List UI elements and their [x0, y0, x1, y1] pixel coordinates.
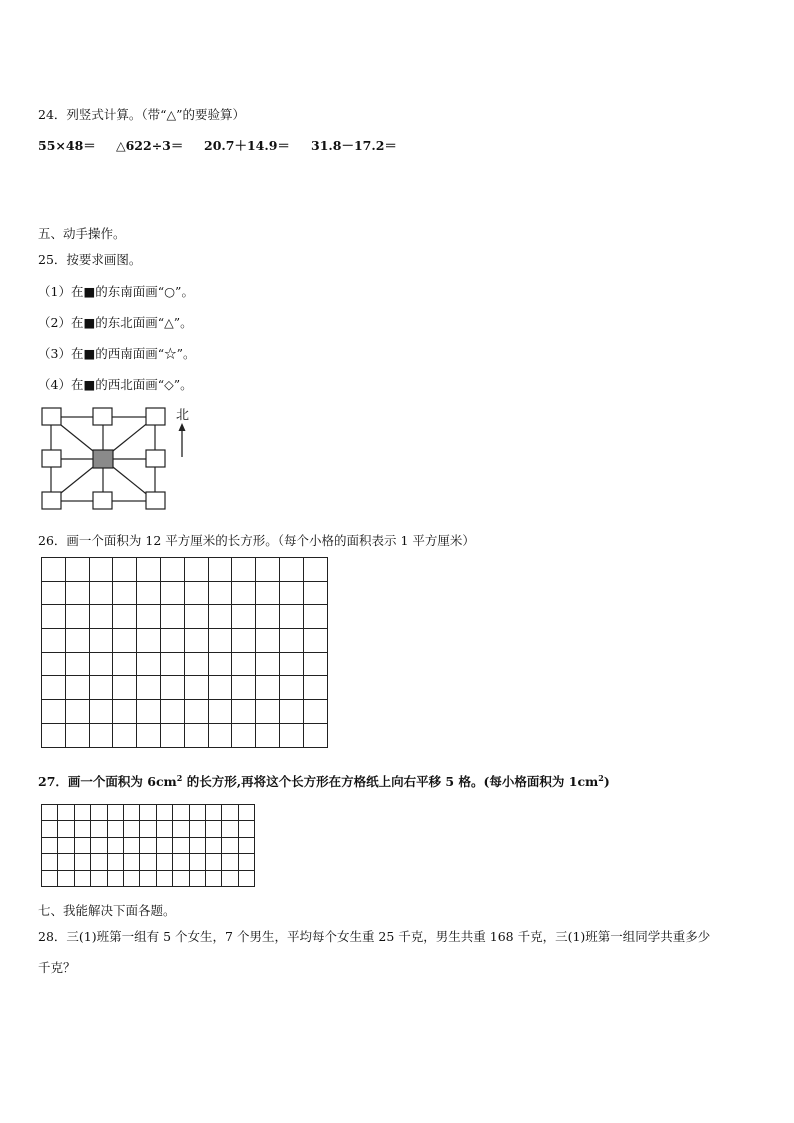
q24-calc-1: 55×48＝	[38, 138, 96, 153]
grid-cell[interactable]	[232, 581, 256, 605]
grid-cell[interactable]	[123, 821, 139, 837]
grid-cell[interactable]	[137, 605, 161, 629]
grid-cell[interactable]	[65, 723, 89, 747]
grid-cell[interactable]	[65, 700, 89, 724]
grid-row	[42, 558, 328, 582]
grid-cell[interactable]	[107, 837, 123, 853]
grid-cell[interactable]	[208, 652, 232, 676]
grid-cell[interactable]	[123, 854, 139, 870]
grid-cell[interactable]	[189, 854, 205, 870]
grid-cell[interactable]	[113, 629, 137, 653]
grid-cell[interactable]	[89, 558, 113, 582]
grid-cell[interactable]	[173, 805, 189, 821]
q28-line2: 千克？	[38, 960, 76, 975]
grid-cell[interactable]	[160, 605, 184, 629]
grid-cell[interactable]	[89, 629, 113, 653]
grid-cell[interactable]	[238, 837, 254, 853]
grid-cell[interactable]	[238, 821, 254, 837]
grid-cell[interactable]	[140, 821, 156, 837]
grid-cell[interactable]	[256, 629, 280, 653]
grid-cell[interactable]	[160, 723, 184, 747]
grid-cell[interactable]	[279, 676, 303, 700]
grid-cell[interactable]	[256, 558, 280, 582]
grid-row	[42, 837, 255, 853]
box-e	[146, 450, 165, 467]
grid-cell[interactable]	[208, 700, 232, 724]
q26-title: 26．画一个面积为 12 平方厘米的长方形。（每个小格的面积表示 1 平方厘米）	[38, 533, 475, 548]
center-box	[93, 450, 113, 468]
grid-cell[interactable]	[58, 854, 74, 870]
grid-cell[interactable]	[58, 805, 74, 821]
grid-cell[interactable]	[107, 805, 123, 821]
grid-cell[interactable]	[89, 723, 113, 747]
box-sw	[42, 492, 61, 509]
grid-cell[interactable]	[303, 676, 327, 700]
grid-cell[interactable]	[42, 605, 66, 629]
grid-cell[interactable]	[232, 676, 256, 700]
grid-cell[interactable]	[42, 805, 58, 821]
q27-sup-1: 2	[176, 772, 183, 783]
grid-cell[interactable]	[137, 581, 161, 605]
grid-cell[interactable]	[256, 605, 280, 629]
grid-cell[interactable]	[205, 805, 221, 821]
q24-calc-3: 20.7＋14.9＝	[204, 138, 290, 153]
grid-cell[interactable]	[42, 723, 66, 747]
grid-cell[interactable]	[123, 837, 139, 853]
grid-cell[interactable]	[123, 805, 139, 821]
grid-cell[interactable]	[279, 652, 303, 676]
grid-cell[interactable]	[173, 854, 189, 870]
grid-cell[interactable]	[74, 821, 90, 837]
grid-row	[42, 805, 255, 821]
grid-cell[interactable]	[42, 854, 58, 870]
grid-cell[interactable]	[184, 723, 208, 747]
grid-cell[interactable]	[238, 870, 254, 886]
direction-diagram	[36, 403, 196, 513]
grid-cell[interactable]	[184, 581, 208, 605]
grid-cell[interactable]	[42, 700, 66, 724]
grid-cell[interactable]	[256, 723, 280, 747]
grid-cell[interactable]	[208, 558, 232, 582]
grid-cell[interactable]	[91, 821, 107, 837]
grid-cell[interactable]	[74, 805, 90, 821]
grid-cell[interactable]	[89, 700, 113, 724]
grid-cell[interactable]	[89, 581, 113, 605]
grid-cell[interactable]	[58, 821, 74, 837]
grid-cell[interactable]	[208, 723, 232, 747]
grid-cell[interactable]	[107, 821, 123, 837]
grid-cell[interactable]	[189, 821, 205, 837]
grid-cell[interactable]	[89, 652, 113, 676]
grid-cell[interactable]	[137, 700, 161, 724]
grid-cell[interactable]	[279, 605, 303, 629]
grid-cell[interactable]	[89, 676, 113, 700]
box-nw	[42, 408, 61, 425]
grid-cell[interactable]	[74, 837, 90, 853]
grid-cell[interactable]	[156, 821, 172, 837]
grid-cell[interactable]	[303, 700, 327, 724]
grid-cell[interactable]	[65, 558, 89, 582]
grid-cell[interactable]	[205, 854, 221, 870]
grid-cell[interactable]	[256, 581, 280, 605]
q27-title-part1: 27．画一个面积为 6cm	[38, 774, 177, 789]
grid-cell[interactable]	[58, 870, 74, 886]
grid-cell[interactable]	[58, 837, 74, 853]
grid-cell[interactable]	[140, 870, 156, 886]
grid-cell[interactable]	[107, 870, 123, 886]
grid-cell[interactable]	[279, 581, 303, 605]
grid-cell[interactable]	[303, 605, 327, 629]
q27-grid[interactable]	[41, 804, 255, 887]
grid-cell[interactable]	[184, 558, 208, 582]
grid-cell[interactable]	[123, 870, 139, 886]
grid-cell[interactable]	[113, 676, 137, 700]
grid-cell[interactable]	[173, 821, 189, 837]
grid-cell[interactable]	[160, 676, 184, 700]
grid-cell[interactable]	[89, 605, 113, 629]
grid-cell[interactable]	[137, 629, 161, 653]
grid-cell[interactable]	[113, 652, 137, 676]
q27-title-part2: 的长方形,再将这个长方形在方格纸上向右平移 5 格。(每小格面积为 1cm	[182, 774, 599, 789]
grid-cell[interactable]	[189, 870, 205, 886]
grid-cell[interactable]	[256, 700, 280, 724]
grid-cell[interactable]	[279, 723, 303, 747]
grid-cell[interactable]	[113, 723, 137, 747]
grid-cell[interactable]	[137, 558, 161, 582]
grid-cell[interactable]	[42, 837, 58, 853]
grid-cell[interactable]	[42, 652, 66, 676]
grid-cell[interactable]	[232, 700, 256, 724]
grid-cell[interactable]	[137, 723, 161, 747]
box-se	[146, 492, 165, 509]
grid-row	[42, 629, 328, 653]
grid-cell[interactable]	[42, 558, 66, 582]
q28-line1: 28．三(1)班第一组有 5 个女生，7 个男生，平均每个女生重 25 千克，男生共重 168 千克，三(1)班第一组同学共重多少	[38, 929, 711, 944]
grid-cell[interactable]	[232, 558, 256, 582]
grid-cell[interactable]	[208, 581, 232, 605]
q24-calc-2: △622÷3＝	[116, 138, 184, 153]
q25-item-3: （3）在■的西南面画“☆”。	[38, 346, 196, 361]
grid-cell[interactable]	[156, 870, 172, 886]
north-arrow-icon	[179, 423, 186, 431]
box-ne	[146, 408, 165, 425]
grid-cell[interactable]	[279, 700, 303, 724]
grid-cell[interactable]	[91, 805, 107, 821]
grid-cell[interactable]	[184, 652, 208, 676]
grid-cell[interactable]	[156, 854, 172, 870]
grid-row	[42, 605, 328, 629]
grid-row	[42, 700, 328, 724]
grid-cell[interactable]	[160, 652, 184, 676]
grid-cell[interactable]	[42, 821, 58, 837]
grid-cell[interactable]	[222, 805, 238, 821]
grid-cell[interactable]	[65, 629, 89, 653]
grid-cell[interactable]	[222, 837, 238, 853]
grid-cell[interactable]	[189, 805, 205, 821]
grid-cell[interactable]	[42, 581, 66, 605]
grid-cell[interactable]	[208, 605, 232, 629]
grid-cell[interactable]	[232, 652, 256, 676]
north-label: 北	[176, 408, 190, 423]
grid-cell[interactable]	[205, 837, 221, 853]
grid-cell[interactable]	[74, 854, 90, 870]
grid-cell[interactable]	[140, 805, 156, 821]
grid-cell[interactable]	[303, 581, 327, 605]
grid-cell[interactable]	[65, 652, 89, 676]
q27-sup-2: 2	[598, 772, 604, 783]
box-w	[42, 450, 61, 467]
grid-cell[interactable]	[256, 652, 280, 676]
grid-cell[interactable]	[303, 629, 327, 653]
grid-cell[interactable]	[184, 605, 208, 629]
section7-title: 七、我能解决下面各题。	[38, 903, 176, 918]
q27-title	[38, 772, 610, 790]
grid-cell[interactable]	[91, 870, 107, 886]
grid-cell[interactable]	[160, 558, 184, 582]
grid-cell[interactable]	[74, 870, 90, 886]
grid-cell[interactable]	[238, 854, 254, 870]
grid-cell[interactable]	[189, 837, 205, 853]
grid-cell[interactable]	[232, 723, 256, 747]
grid-cell[interactable]	[156, 805, 172, 821]
grid-cell[interactable]	[222, 821, 238, 837]
grid-cell[interactable]	[173, 837, 189, 853]
grid-cell[interactable]	[184, 629, 208, 653]
grid-cell[interactable]	[65, 581, 89, 605]
grid-cell[interactable]	[42, 629, 66, 653]
grid-cell[interactable]	[160, 700, 184, 724]
grid-row	[42, 581, 328, 605]
q25-item-4: （4）在■的西北面画“◇”。	[38, 377, 193, 392]
grid-cell[interactable]	[232, 605, 256, 629]
grid-cell[interactable]	[91, 837, 107, 853]
grid-cell[interactable]	[303, 723, 327, 747]
grid-cell[interactable]	[205, 870, 221, 886]
grid-cell[interactable]	[91, 854, 107, 870]
grid-cell[interactable]	[113, 605, 137, 629]
q25-title: 25．按要求画图。	[38, 252, 142, 267]
grid-cell[interactable]	[256, 676, 280, 700]
q24-title: 24．列竖式计算。（带“△”的要验算）	[38, 107, 246, 122]
box-s	[93, 492, 112, 509]
grid-cell[interactable]	[65, 605, 89, 629]
q25-item-2: （2）在■的东北面画“△”。	[38, 315, 193, 330]
grid-cell[interactable]	[140, 837, 156, 853]
q26-grid[interactable]	[41, 557, 328, 748]
box-n	[93, 408, 112, 425]
grid-row	[42, 652, 328, 676]
grid-cell[interactable]	[238, 805, 254, 821]
grid-cell[interactable]	[303, 558, 327, 582]
grid-cell[interactable]	[42, 676, 66, 700]
section5-title: 五、动手操作。	[38, 226, 126, 241]
grid-cell[interactable]	[113, 581, 137, 605]
grid-cell[interactable]	[140, 854, 156, 870]
grid-row	[42, 723, 328, 747]
grid-cell[interactable]	[65, 676, 89, 700]
grid-cell[interactable]	[113, 700, 137, 724]
grid-cell[interactable]	[137, 652, 161, 676]
grid-cell[interactable]	[222, 854, 238, 870]
grid-row	[42, 676, 328, 700]
grid-cell[interactable]	[156, 837, 172, 853]
grid-cell[interactable]	[107, 854, 123, 870]
q24-calc-4: 31.8－17.2＝	[311, 138, 397, 153]
grid-cell[interactable]	[160, 629, 184, 653]
grid-cell[interactable]	[222, 870, 238, 886]
grid-row	[42, 854, 255, 870]
grid-row	[42, 821, 255, 837]
grid-cell[interactable]	[232, 629, 256, 653]
grid-cell[interactable]	[137, 676, 161, 700]
grid-cell[interactable]	[208, 629, 232, 653]
grid-cell[interactable]	[160, 581, 184, 605]
grid-cell[interactable]	[205, 821, 221, 837]
grid-cell[interactable]	[208, 676, 232, 700]
grid-cell[interactable]	[173, 870, 189, 886]
grid-cell[interactable]	[279, 629, 303, 653]
grid-cell[interactable]	[303, 652, 327, 676]
grid-cell[interactable]	[184, 700, 208, 724]
grid-row	[42, 870, 255, 886]
q27-title-part3: )	[603, 774, 610, 789]
grid-cell[interactable]	[279, 558, 303, 582]
q25-item-1: （1）在■的东南面画“○”。	[38, 284, 194, 299]
grid-cell[interactable]	[184, 676, 208, 700]
grid-cell[interactable]	[113, 558, 137, 582]
grid-cell[interactable]	[42, 870, 58, 886]
